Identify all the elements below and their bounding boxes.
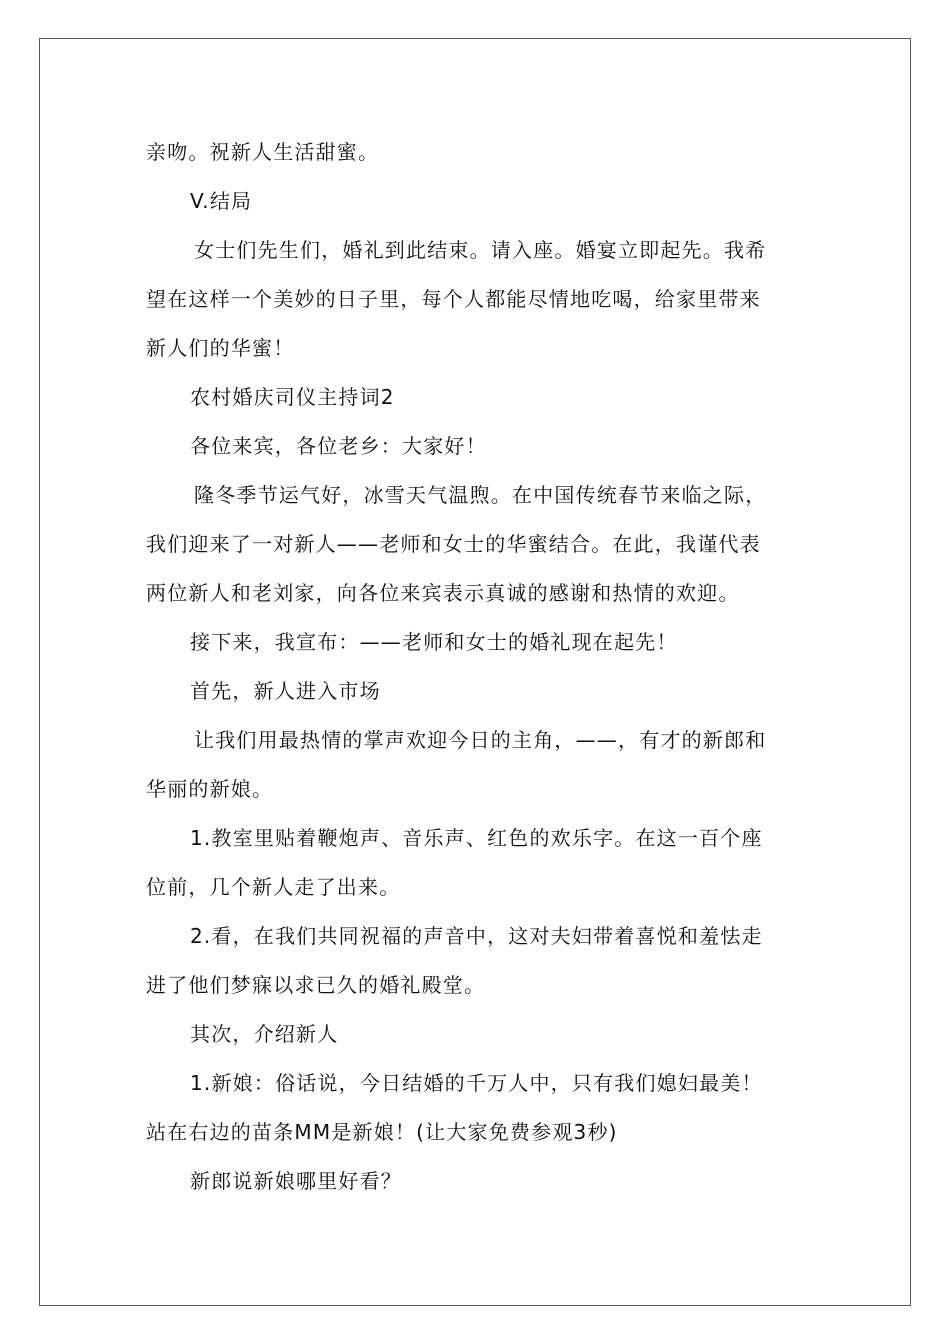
paragraph-line: 亲吻。祝新人生活甜蜜。	[146, 140, 380, 164]
paragraph-line: 我们迎来了一对新人——老师和女士的华蜜结合。在此，我谨代表	[146, 532, 761, 556]
document-body	[146, 128, 810, 1206]
section-heading: V.结局	[190, 189, 253, 213]
paragraph-line: 新人们的华蜜！	[146, 336, 295, 360]
paragraph-line: 隆冬季节运气好，冰雪天气温煦。在中国传统春节来临之际，	[194, 483, 767, 507]
paragraph-line: 两位新人和老刘家，向各位来宾表示真诚的感谢和热情的欢迎。	[146, 581, 740, 605]
paragraph-line: 进了他们梦寐以求已久的婚礼殿堂。	[146, 973, 486, 997]
section-heading: 其次，介绍新人	[190, 1022, 339, 1046]
document-subtitle: 农村婚庆司仪主持词2	[190, 385, 395, 409]
list-item: 1.教室里贴着鞭炮声、音乐声、红色的欢乐字。在这一百个座	[190, 826, 763, 850]
paragraph-line: 接下来，我宣布：——老师和女士的婚礼现在起先！	[190, 630, 678, 654]
list-item: 1.新娘：俗话说，今日结婚的千万人中，只有我们媳妇最美！	[190, 1071, 763, 1095]
paragraph-line: 华丽的新娘。	[146, 777, 274, 801]
section-heading: 首先，新人进入市场	[190, 679, 381, 703]
paragraph-line: 让我们用最热情的掌声欢迎今日的主角，——，有才的新郎和	[194, 728, 767, 752]
paragraph-line: 位前，几个新人走了出来。	[146, 875, 401, 899]
paragraph-line: 新郎说新娘哪里好看？	[190, 1169, 402, 1193]
paragraph-line: 各位来宾，各位老乡：大家好！	[190, 434, 487, 458]
paragraph-line: 望在这样一个美妙的日子里，每个人都能尽情地吃喝，给家里带来	[146, 287, 761, 311]
paragraph-line: 女士们先生们，婚礼到此结束。请入座。婚宴立即起先。我希	[194, 238, 767, 262]
paragraph-line: 站在右边的苗条MM是新娘！(让大家免费参观3秒)	[146, 1120, 618, 1144]
list-item: 2.看，在我们共同祝福的声音中，这对夫妇带着喜悦和羞怯走	[190, 924, 763, 948]
